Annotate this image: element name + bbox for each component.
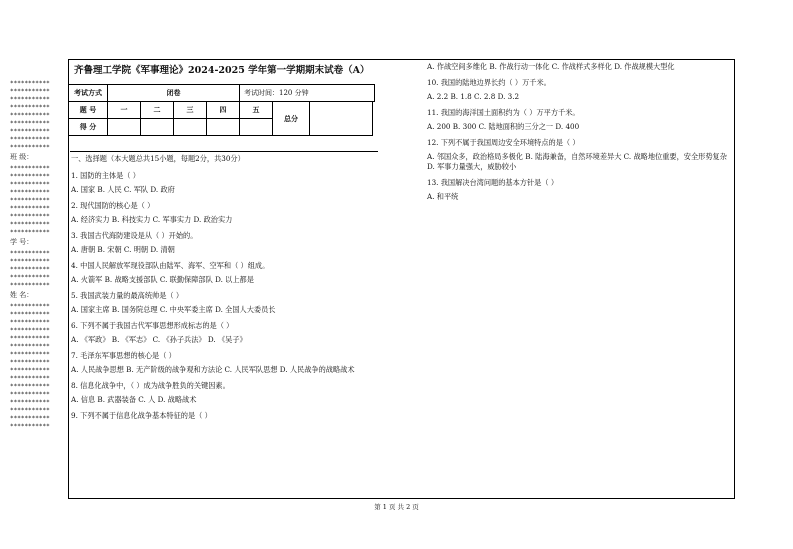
question-options: A. 国家主席 B. 国务院总理 C. 中央军委主席 D. 全国人大委员长 — [71, 305, 276, 314]
col-2: 二 — [141, 102, 174, 119]
exam-time: 考试时间：120 分钟 — [240, 85, 375, 102]
question-stem: 4. 中国人民解放军现役部队由陆军、海军、空军和（ ）组成。 — [71, 261, 270, 270]
binding-stars-4: *********** *********** *********** *********** *********** *********** *********** *********** *********** — [10, 303, 50, 374]
total-label: 总分 — [273, 102, 310, 136]
binding-stars-2: *********** *********** *********** *********** *********** *********** *********** *********** *********** — [10, 165, 50, 236]
score-table — [68, 84, 375, 136]
right-column — [427, 62, 734, 208]
question-stem: 8. 信息化战争中，（ ）成为战争胜负的关键因素。 — [71, 381, 230, 390]
question-options: A. 火箭军 B. 战略支援部队 C. 联勤保障部队 D. 以上都是 — [71, 275, 254, 284]
question-stem: 2. 现代国防的核心是（ ） — [71, 201, 155, 210]
name-label: 姓 名： — [10, 291, 34, 299]
left-question-list — [71, 171, 381, 421]
page-footer: 第 1 页 共 2 页 — [374, 503, 419, 511]
question-options: A. 信息 B. 武器装备 C. 人 D. 战略战术 — [71, 395, 197, 404]
question-options: A. 邻国众多，政治格局多极化 B. 陆海兼备，自然环境差异大 C. 战略地位重要，安全形势复杂 D. 军事力量强大，威胁较小 — [427, 152, 727, 171]
question-stem: 13. 我国解决台湾问题的基本方针是（ ） — [427, 178, 559, 187]
right-question-list — [427, 62, 734, 202]
question-stem: 10. 我国的陆地边界长约（ ）万千米。 — [427, 78, 551, 87]
col-5: 五 — [240, 102, 273, 119]
score-cell-5 — [240, 119, 273, 136]
student-id-label: 学 号： — [10, 238, 34, 246]
question-options: A. 国家 B. 人民 C. 军队 D. 政府 — [71, 185, 175, 194]
score-cell-1 — [108, 119, 141, 136]
exam-mode-value: 闭卷 — [108, 85, 240, 102]
question-stem: 12. 下列不属于我国周边安全环境特点的是（ ） — [427, 138, 580, 147]
col-1: 一 — [108, 102, 141, 119]
question-options: A. 作战空间多维化 B. 作战行动一体化 C. 作战样式多样化 D. 作战规模大型化 — [427, 62, 675, 71]
exam-title: 齐鲁理工学院《军事理论》2024-2025 学年第一学期期末试卷（A） — [74, 65, 370, 76]
question-options: A. 2.2 B. 1.8 C. 2.8 D. 3.2 — [427, 92, 520, 101]
score-cell-4 — [207, 119, 240, 136]
question-options: A. 唐朝 B. 宋朝 C. 明朝 D. 清朝 — [71, 245, 175, 254]
col-3: 三 — [174, 102, 207, 119]
question-options: A. 人民战争思想 B. 无产阶级的战争观和方法论 C. 人民军队思想 D. 人民战争的战略战术 — [71, 365, 355, 374]
question-stem: 9. 下列不属于信息化战争基本特征的是（ ） — [71, 411, 212, 420]
binding-stars-5: *********** *********** *********** *********** *********** *********** *********** — [10, 375, 50, 430]
question-stem: 6. 下列不属于我国古代军事思想形成标志的是（ ） — [71, 321, 234, 330]
col-4: 四 — [207, 102, 240, 119]
section1-heading: 一、选择题（本大题总共15小题，每题2分，共30分） — [71, 154, 245, 163]
score-cell-3 — [174, 119, 207, 136]
exam-mode-label: 考试方式 — [69, 85, 108, 102]
binding-stars-1: *********** *********** *********** *********** *********** *********** *********** *********** *********** — [10, 80, 50, 151]
section-divider — [70, 151, 378, 152]
binding-stars-3: *********** *********** *********** *********** *********** — [10, 250, 50, 289]
question-stem: 5. 我国武装力量的最高统帅是（ ） — [71, 291, 184, 300]
question-stem: 11. 我国的海洋国土面积约为（ ）万平方千米。 — [427, 108, 580, 117]
score-label: 得 分 — [69, 119, 108, 136]
question-options: A. 和平统 — [427, 192, 459, 201]
left-column — [71, 154, 381, 425]
question-options: A. 经济实力 B. 科技实力 C. 军事实力 D. 政治实力 — [71, 215, 233, 224]
question-options: A. 《军政》 B. 《军志》 C. 《孙子兵法》 D. 《吴子》 — [71, 335, 247, 344]
question-options: A. 200 B. 300 C. 陆地面积的三分之一 D. 400 — [427, 122, 580, 131]
score-cell-2 — [141, 119, 174, 136]
binding-margin — [10, 80, 60, 520]
question-stem: 7. 毛泽东军事思想的核心是（ ） — [71, 351, 176, 360]
question-number-label: 题 号 — [69, 102, 108, 119]
class-label: 班 级： — [10, 153, 34, 161]
question-stem: 3. 我国古代海防建设是从（ ）开始的。 — [71, 231, 198, 240]
question-stem: 1. 国防的主体是（ ） — [71, 171, 140, 180]
total-score-cell — [310, 102, 373, 136]
